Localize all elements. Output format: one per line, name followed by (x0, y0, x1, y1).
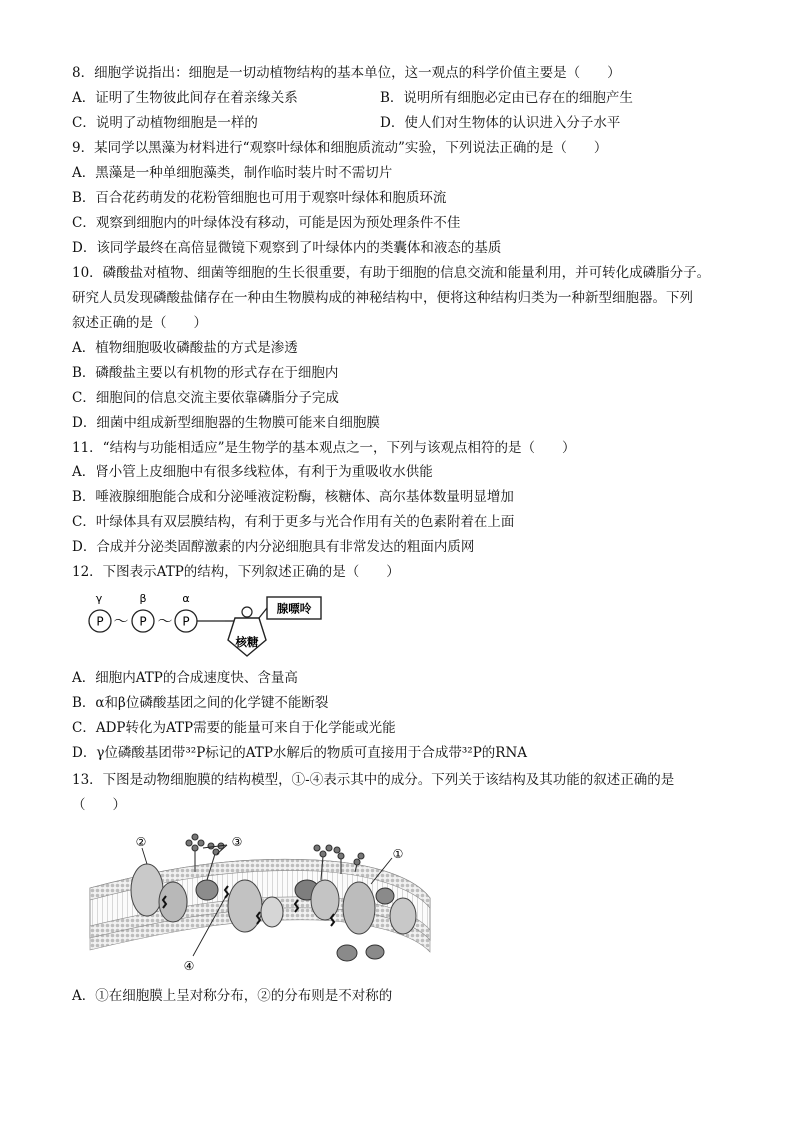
q10-stem-line3: 叙述正确的是（ ） (72, 315, 207, 331)
label-1: ① (392, 847, 404, 861)
high-energy-bond-1: ～ (113, 612, 129, 630)
q13-stem-line2: （ ） (72, 797, 126, 813)
q10-option-b: B．磷酸盐主要以有机物的形式存在于细胞内 (72, 365, 339, 381)
label-2: ② (135, 835, 147, 849)
phosphate-beta (132, 610, 154, 632)
q12-stem: 12．下图表示ATP的结构，下列叙述正确的是（ ） (72, 564, 400, 580)
adenine-box (267, 597, 321, 619)
phosphate-gamma (89, 610, 111, 632)
q10-option-a: A．植物细胞吸收磷酸盐的方式是渗透 (72, 340, 298, 356)
label-3: ③ (231, 835, 243, 849)
atp-structure-diagram (85, 590, 335, 662)
q9-stem: 9．某同学以黑藻为材料进行“观察叶绿体和细胞质流动”实验，下列说法正确的是（ ） (72, 140, 608, 156)
q9-option-a: A．黑藻是一种单细胞藻类，制作临时装片时不需切片 (72, 165, 393, 181)
high-energy-bond-2: ～ (157, 612, 173, 630)
q11-option-b: B．唾液腺细胞能合成和分泌唾液淀粉酶，核糖体、高尔基体数量明显增加 (72, 489, 514, 505)
q8-option-c: C．说明了动植物细胞是一样的 (72, 115, 258, 131)
q8-option-d: D．使人们对生物体的认识进入分子水平 (380, 115, 621, 131)
q13-option-a: A．①在细胞膜上呈对称分布，②的分布则是不对称的 (72, 988, 393, 1004)
q12-option-c: C．ADP转化为ATP需要的能量可来自于化学能或光能 (72, 720, 396, 736)
phosphate-alpha (175, 610, 197, 632)
q11-stem: 11．“结构与功能相适应”是生物学的基本观点之一，下列与该观点相符的是（ ） (72, 440, 576, 456)
alpha-label: α (182, 592, 190, 605)
q11-option-d: D．合成并分泌类固醇激素的内分泌细胞具有非常发达的粗面内质网 (72, 539, 475, 555)
q11-option-a: A．肾小管上皮细胞中有很多线粒体，有利于为重吸收水供能 (72, 464, 433, 480)
q10-stem-line1: 10．磷酸盐对植物、细菌等细胞的生长很重要，有助于细胞的信息交流和能量利用，并可转化成磷脂分子。 (72, 265, 711, 281)
ribose-label: 核糖 (235, 635, 259, 649)
beta-label: β (139, 592, 147, 605)
q9-option-d: D．该同学最终在高倍显微镜下观察到了叶绿体内的类囊体和液态的基质 (72, 240, 502, 256)
svg-text:P: P (182, 614, 190, 629)
q12-option-a: A．细胞内ATP的合成速度快、含量高 (72, 670, 298, 686)
adenine-label: 腺嘌呤 (276, 601, 312, 616)
q9-option-b: B．百合花药萌发的花粉管细胞也可用于观察叶绿体和胞质环流 (72, 190, 447, 206)
q10-stem-line2: 研究人员发现磷酸盐储存在一种由生物膜构成的神秘结构中，便将这种结构归类为一种新型细胞器。下列 (72, 290, 693, 306)
q12-option-b: B．α和β位磷酸基团之间的化学键不能断裂 (72, 695, 329, 711)
q8-option-a: A．证明了生物彼此间存在着亲缘关系 (72, 90, 298, 106)
q12-option-d: D．γ位磷酸基团带³²P标记的ATP水解后的物质可直接用于合成带³²P的RNA (72, 745, 528, 761)
q8-stem: 8．细胞学说指出：细胞是一切动植物结构的基本单位，这一观点的科学价值主要是（ ） (72, 65, 621, 81)
svg-text:P: P (96, 614, 104, 629)
q13-stem-line1: 13．下图是动物细胞膜的结构模型，①-④表示其中的成分。下列关于该结构及其功能的叙述正确的是 (72, 772, 675, 788)
q8-option-b: B．说明所有细胞必定由已存在的细胞产生 (380, 90, 633, 106)
gamma-label: γ (95, 592, 103, 605)
leader-line-2 (142, 848, 147, 864)
ribose-pentagon (228, 607, 266, 656)
cell-membrane-diagram (85, 828, 435, 976)
svg-text:P: P (139, 614, 147, 629)
q10-option-d: D．细菌中组成新型细胞器的生物膜可能来自细胞膜 (72, 415, 380, 431)
q10-option-c: C．细胞间的信息交流主要依靠磷脂分子完成 (72, 390, 339, 406)
q11-option-c: C．叶绿体具有双层膜结构，有利于更多与光合作用有关的色素附着在上面 (72, 514, 515, 530)
label-4: ④ (183, 959, 195, 973)
q9-option-c: C．观察到细胞内的叶绿体没有移动，可能是因为预处理条件不佳 (72, 215, 461, 231)
